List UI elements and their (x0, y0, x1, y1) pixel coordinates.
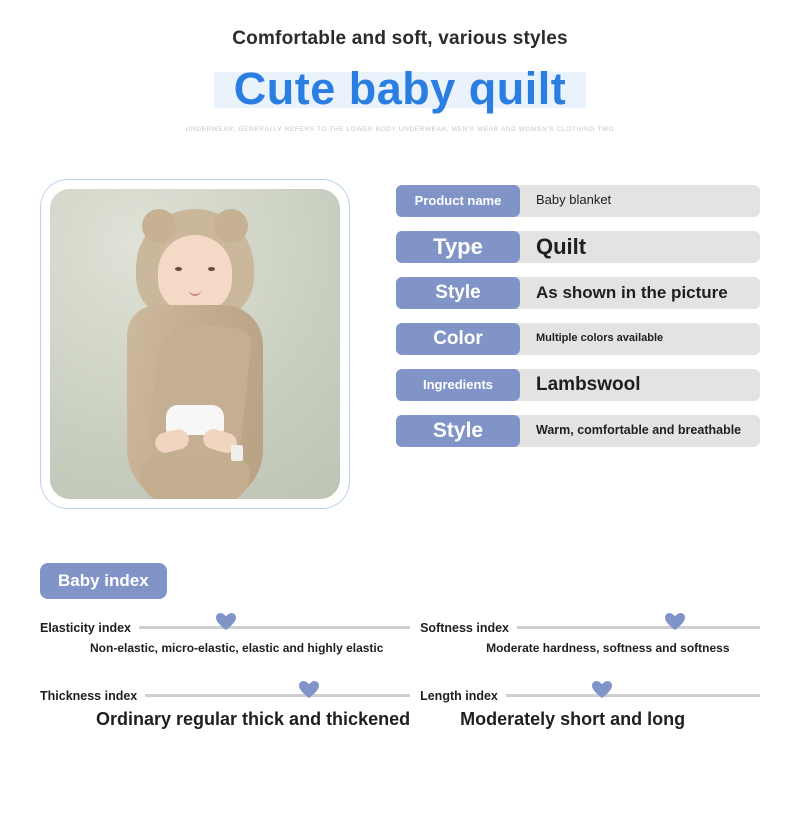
spec-label: Style (396, 277, 520, 309)
index-item-length (420, 689, 760, 730)
baby-index-badge: Baby index (40, 563, 167, 599)
index-description: Moderate hardness, softness and softness (486, 640, 730, 655)
bear-ear-left-icon (142, 209, 176, 243)
index-line (420, 621, 760, 635)
spec-value: Multiple colors available (536, 332, 664, 345)
header-fineprint: UNDERWEAR, GENERALLY REFERS TO THE LOWER BODY UNDERWEAR, MEN'S WEAR AND WOMEN'S CLOTHING TWO (185, 125, 615, 133)
index-item-thickness (40, 689, 410, 730)
spec-row (396, 369, 760, 401)
spec-value: Baby blanket (536, 192, 612, 208)
index-label: Length index (420, 688, 498, 703)
index-line (40, 689, 410, 703)
index-description: Ordinary regular thick and thickened (96, 708, 411, 729)
index-track (145, 694, 410, 697)
baby-eye-left (175, 267, 182, 271)
header-title-wrap (222, 64, 579, 114)
heart-marker-icon (216, 613, 236, 631)
index-line (40, 621, 410, 635)
spec-label: Type (396, 231, 520, 263)
index-description: Moderately short and long (460, 708, 686, 729)
baby-blanket-illustration (120, 201, 270, 486)
heart-marker-icon (592, 681, 612, 699)
page-header (0, 0, 800, 133)
baby-face (158, 235, 232, 313)
header-subtitle: Comfortable and soft, various styles (232, 28, 568, 49)
index-track (517, 626, 760, 629)
blanket-body (127, 305, 263, 499)
spec-label: Ingredients (396, 369, 520, 401)
index-description: Non-elastic, micro-elastic, elastic and highly elastic (90, 640, 384, 655)
index-label: Elasticity index (40, 620, 132, 635)
baby-mouth (189, 287, 201, 296)
baby-index-grid (40, 621, 760, 730)
spec-value: Quilt (536, 233, 587, 259)
bear-ear-right-icon (214, 209, 248, 243)
index-track (139, 626, 410, 629)
spec-label: Product name (396, 185, 520, 217)
spec-value: Warm, comfortable and breathable (536, 423, 742, 438)
product-photo-frame (40, 179, 350, 509)
index-item-softness (420, 621, 760, 655)
spec-row (396, 415, 760, 447)
heart-marker-icon (299, 681, 319, 699)
spec-value: Lambswool (536, 373, 641, 395)
baby-eye-right (208, 267, 215, 271)
product-spec-list (396, 185, 760, 461)
spec-row (396, 185, 760, 217)
page-title: Cute baby quilt (233, 63, 567, 114)
spec-label: Color (396, 323, 520, 355)
spec-value: As shown in the picture (536, 282, 728, 302)
index-item-elasticity (40, 621, 410, 655)
blanket-tag (231, 445, 243, 461)
index-label: Thickness index (40, 688, 138, 703)
blanket-foot-pocket (140, 457, 250, 499)
index-label: Softness index (420, 620, 510, 635)
product-main (0, 179, 800, 509)
spec-row (396, 323, 760, 355)
heart-marker-icon (665, 613, 685, 631)
spec-label: Style (396, 415, 520, 447)
baby-index-section (0, 563, 800, 730)
spec-row (396, 231, 760, 263)
index-line (420, 689, 760, 703)
spec-row (396, 277, 760, 309)
index-track (506, 694, 760, 697)
product-photo (50, 189, 340, 499)
